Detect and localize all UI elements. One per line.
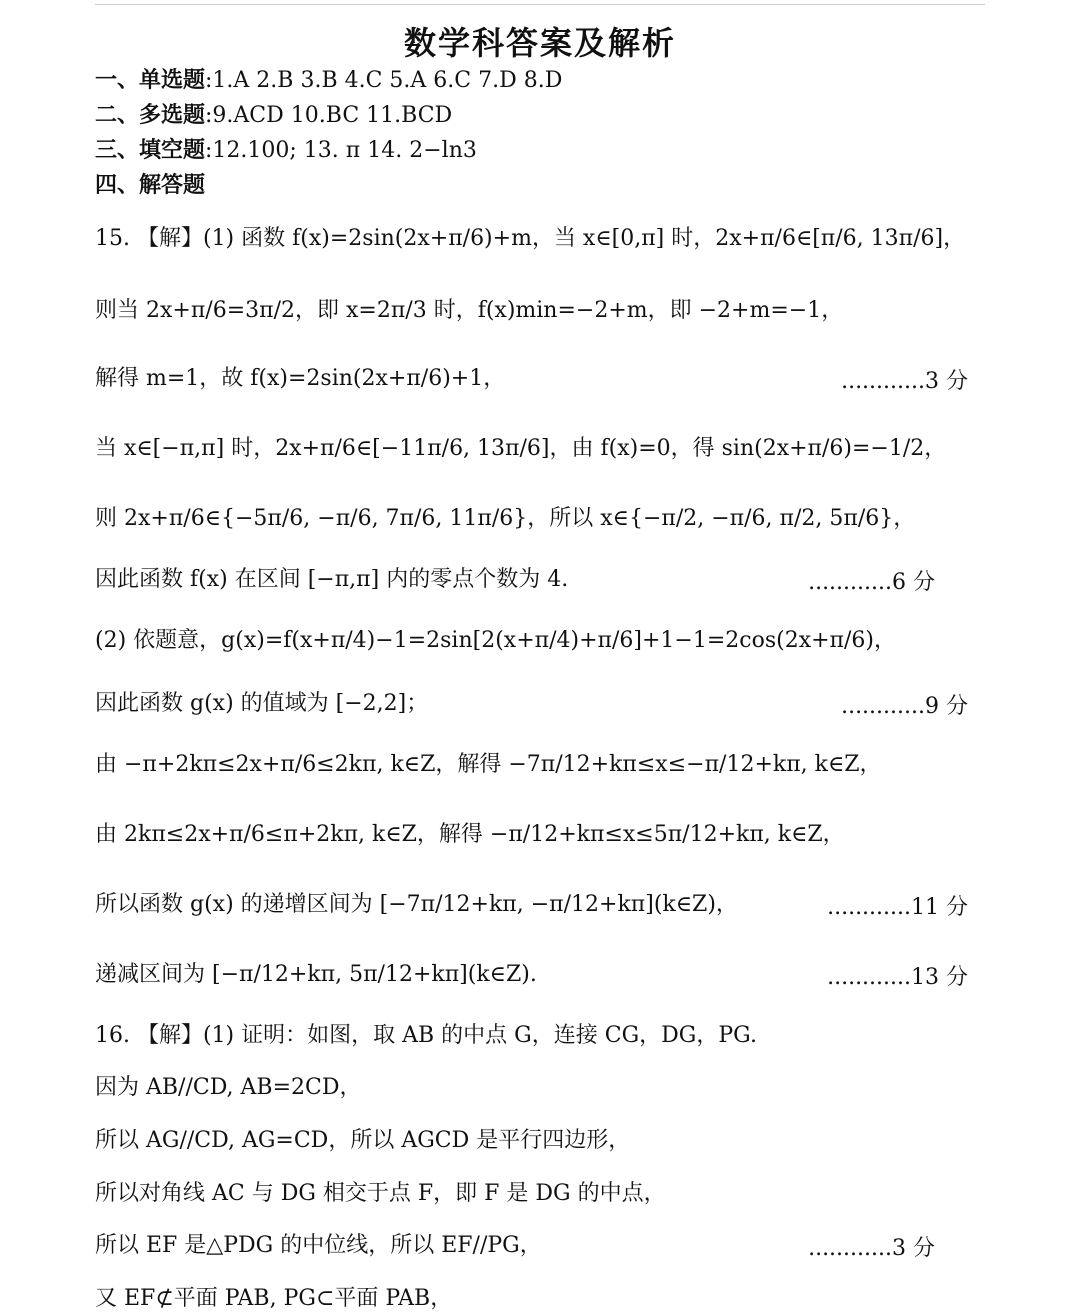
solution-line: 又 EF⊄平面 PAB, PG⊂平面 PAB， xyxy=(95,1286,453,1311)
solution-heading xyxy=(95,171,205,201)
multi-choice-row xyxy=(95,101,452,131)
solution-line: 所以函数 g(x) 的递增区间为 [−7π/12+kπ, −π/12+kπ](k∈Z)， xyxy=(95,892,738,917)
top-divider xyxy=(95,4,985,5)
solution-line: 则当 2x+π/6=3π/2，即 x=2π/3 时，f(x)min=−2+m，即 −2+m=−1， xyxy=(95,298,844,323)
multi-choice-answers: :9.ACD 10.BC 11.BCD xyxy=(205,103,453,128)
score-mark: ............3 分 xyxy=(808,1236,935,1261)
single-choice-row xyxy=(95,66,562,96)
page-title: 数学科答案及解析 xyxy=(403,24,676,62)
solution-line: 递减区间为 [−π/12+kπ, 5π/12+kπ](k∈Z). xyxy=(95,962,537,987)
solution-line: 因此函数 g(x) 的值域为 [−2,2]； xyxy=(95,691,429,716)
solution-line: 由 −π+2kπ≤2x+π/6≤2kπ, k∈Z，解得 −7π/12+kπ≤x≤−π/12+kπ, k∈Z， xyxy=(95,752,882,777)
single-choice-answers: :1.A 2.B 3.B 4.C 5.A 6.C 7.D 8.D xyxy=(205,68,563,93)
score-mark: ............11 分 xyxy=(827,895,968,920)
solution-line: 因此函数 f(x) 在区间 [−π,π] 内的零点个数为 4. xyxy=(95,567,569,592)
fill-blank-row xyxy=(95,136,477,166)
score-mark: ............6 分 xyxy=(808,570,935,595)
solution-line: 由 2kπ≤2x+π/6≤π+2kπ, k∈Z，解得 −π/12+kπ≤x≤5π/12+kπ, k∈Z， xyxy=(95,822,845,847)
score-mark: ............13 分 xyxy=(827,965,968,990)
score-mark: ............9 分 xyxy=(841,694,968,719)
fill-blank-label: 三、填空题 xyxy=(95,138,206,163)
score-mark: ............3 分 xyxy=(841,369,968,394)
fill-blank-answers: :12.100; 13. π 14. 2−ln3 xyxy=(205,138,477,163)
solution-line: 15. 【解】(1) 函数 f(x)=2sin(2x+π/6)+m，当 x∈[0,π] 时，2x+π/6∈[π/6, 13π/6]， xyxy=(95,226,966,251)
solution-line: (2) 依题意，g(x)=f(x+π/4)−1=2sin[2(x+π/4)+π/6]+1−1=2cos(2x+π/6)， xyxy=(95,628,896,653)
solution-line: 则 2x+π/6∈{−5π/6, −π/6, 7π/6, 11π/6}，所以 x∈{−π/2, −π/6, π/2, 5π/6}， xyxy=(95,506,916,531)
solution-line: 当 x∈[−π,π] 时，2x+π/6∈[−11π/6, 13π/6]，由 f(x)=0，得 sin(2x+π/6)=−1/2， xyxy=(95,436,947,461)
solution-line: 所以对角线 AC 与 DG 相交于点 F，即 F 是 DG 的中点， xyxy=(95,1181,666,1206)
solution-label: 四、解答题 xyxy=(95,173,206,198)
single-choice-label: 一、单选题 xyxy=(95,68,206,93)
solution-line: 所以 EF 是△PDG 的中位线，所以 EF//PG， xyxy=(95,1233,542,1258)
multi-choice-label: 二、多选题 xyxy=(95,103,206,128)
solution-line: 解得 m=1，故 f(x)=2sin(2x+π/6)+1， xyxy=(95,366,506,391)
solution-line: 所以 AG//CD, AG=CD，所以 AGCD 是平行四边形， xyxy=(95,1128,631,1153)
solution-line: 因为 AB//CD, AB=2CD， xyxy=(95,1075,362,1100)
solution-line: 16. 【解】(1) 证明：如图，取 AB 的中点 G，连接 CG，DG，PG. xyxy=(95,1023,757,1048)
